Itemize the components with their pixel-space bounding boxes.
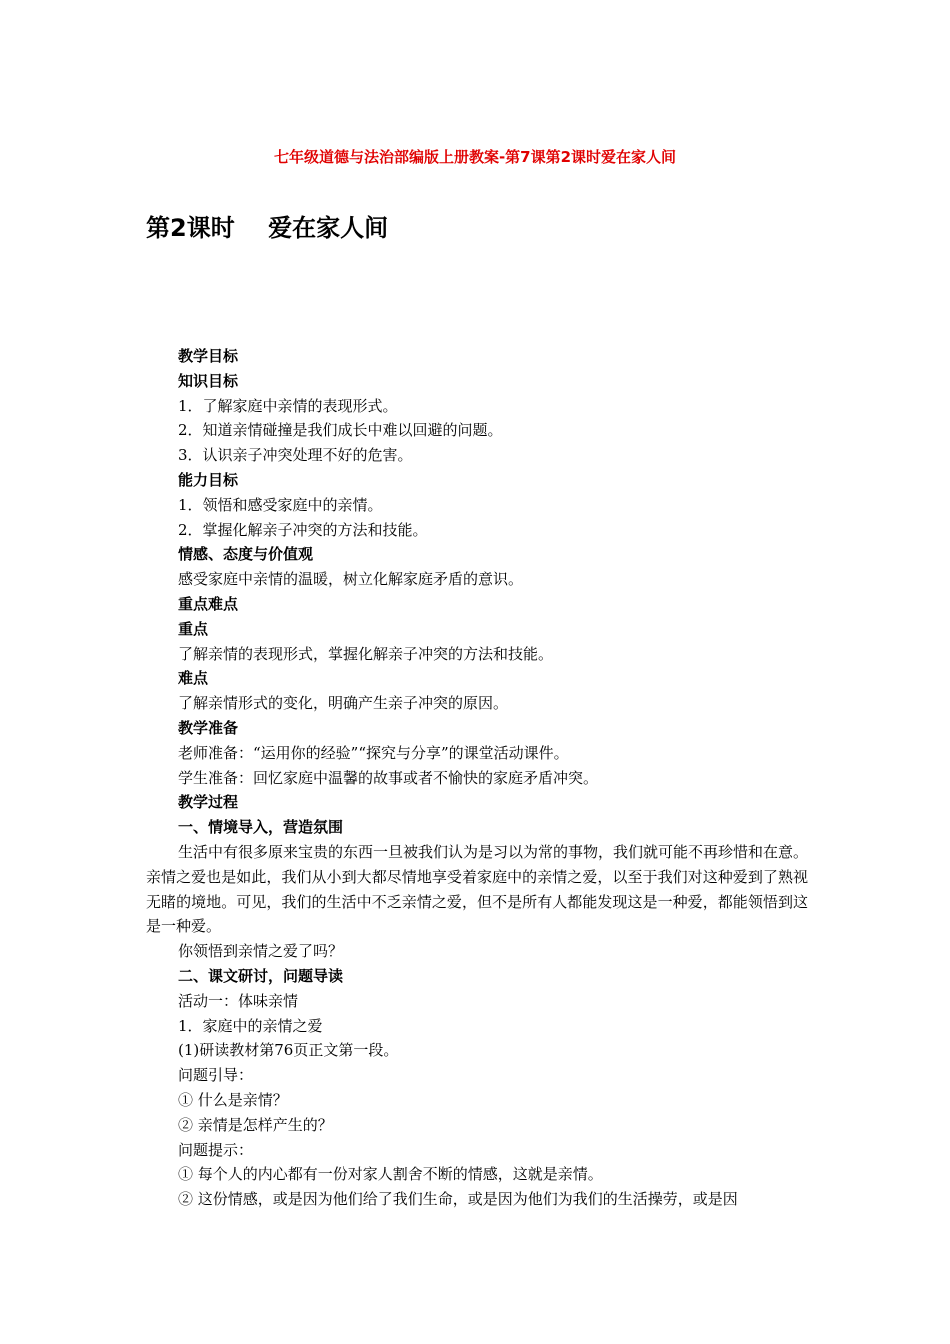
lesson-process-section <box>146 939 808 1212</box>
section-heading: 教学过程 <box>178 793 239 812</box>
section-heading: 一、情境导入，营造氛围 <box>178 818 344 837</box>
section-heading: 教学目标 <box>178 347 239 365</box>
section-heading: 难点 <box>178 669 209 688</box>
text-line: 你领悟到亲情之爱了吗？ <box>178 942 344 961</box>
section-heading: 重点 <box>178 619 209 638</box>
text-line: 老师准备：“运用你的经验”“探究与分享”的课堂活动课件。 <box>178 743 569 762</box>
text-line: 学生准备：回忆家庭中温馨的故事或者不愉快的家庭矛盾冲突。 <box>178 768 599 787</box>
section-heading: 教学准备 <box>178 718 239 737</box>
text-line: 2．掌握化解亲子冲突的方法和技能。 <box>178 520 428 539</box>
text-line: ② 这份情感，或是因为他们给了我们生命，或是因为他们为我们的生活操劳，或是因 <box>178 1190 738 1209</box>
intro-paragraph: 生活中有很多原来宝贵的东西一旦被我们认为是习以为常的事物，我们就可能不再珍惜和在意。亲情之爱也是如此，我们从小到大都尽情地享受着家庭中的亲情之爱，以至于我们对这种爱到了熟视无睹的境地。可见，我们的生活中不乏亲情之爱，但不是所有人都能发现这是一种爱，都能领悟到这是一种爱。 <box>146 842 809 936</box>
document-body <box>146 344 808 1212</box>
text-line: 问题提示： <box>178 1140 254 1159</box>
text-line: ① 什么是亲情？ <box>178 1090 288 1109</box>
section-heading: 重点难点 <box>178 594 239 613</box>
text-line: 3．认识亲子冲突处理不好的危害。 <box>178 446 413 465</box>
text-line: 1．领悟和感受家庭中的亲情。 <box>178 495 383 514</box>
text-line: 了解亲情的表现形式，掌握化解亲子冲突的方法和技能。 <box>178 644 554 663</box>
section-heading: 能力目标 <box>178 470 239 489</box>
text-line: 感受家庭中亲情的温暖，树立化解家庭矛盾的意识。 <box>178 570 524 589</box>
text-line: 1．了解家庭中亲情的表现形式。 <box>178 396 398 415</box>
text-line: 了解亲情形式的变化，明确产生亲子冲突的原因。 <box>178 694 509 713</box>
text-line: 1．家庭中的亲情之爱 <box>178 1016 323 1035</box>
section-heading: 知识目标 <box>178 371 239 390</box>
text-line: (1)研读教材第76页正文第一段。 <box>178 1041 399 1060</box>
section-heading: 二、课文研讨，问题导读 <box>178 966 344 985</box>
text-line: 问题引导： <box>178 1066 254 1085</box>
text-line: 活动一：体味亲情 <box>178 991 299 1010</box>
page-title: 第2课时 爱在家人间 <box>146 214 389 242</box>
text-line: ② 亲情是怎样产生的？ <box>178 1115 333 1134</box>
text-line: ① 每个人的内心都有一份对家人割舍不断的情感，这就是亲情。 <box>178 1165 603 1184</box>
text-line: 2．知道亲情碰撞是我们成长中难以回避的问题。 <box>178 421 503 440</box>
lesson-goals-section <box>146 344 808 840</box>
section-heading: 情感、态度与价值观 <box>178 545 314 564</box>
document-header: 七年级道德与法治部编版上册教案-第7课第2课时爱在家人间 <box>273 148 677 166</box>
